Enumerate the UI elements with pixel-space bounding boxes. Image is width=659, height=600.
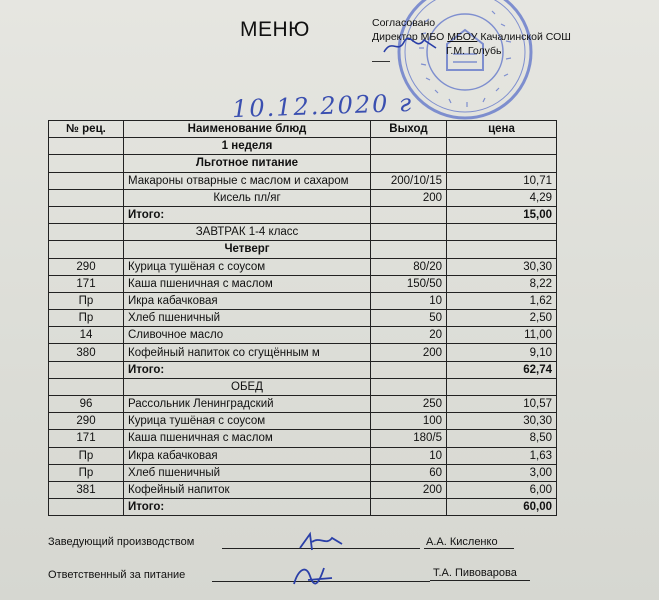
output-cell: [371, 138, 447, 155]
dish-name-cell: Сливочное масло: [124, 327, 371, 344]
recipe-number-cell: Пр: [49, 464, 124, 481]
approval-director-part-b: МБОУ: [447, 31, 478, 43]
dish-name-cell: Итого:: [124, 206, 371, 223]
recipe-number-cell: 96: [49, 396, 124, 413]
table-row: [49, 327, 557, 344]
recipe-number-cell: Пр: [49, 310, 124, 327]
total-row: [49, 361, 557, 378]
dish-name-cell: Каша пшеничная с маслом: [124, 275, 371, 292]
output-cell: 200: [371, 481, 447, 498]
dish-name-cell: Макароны отварные с маслом и сахаром: [124, 172, 371, 189]
recipe-number-cell: [49, 155, 124, 172]
dish-name-cell: Льготное питание: [124, 155, 371, 172]
recipe-number-cell: Пр: [49, 292, 124, 309]
producer-name: А.А. Кисленко: [426, 536, 498, 548]
total-row: [49, 499, 557, 516]
table-row: [49, 292, 557, 309]
output-cell: [371, 155, 447, 172]
price-cell: 30,30: [447, 258, 557, 275]
approval-director-part-a: Директор МБО: [372, 31, 445, 43]
table-row: [49, 464, 557, 481]
output-cell: 10: [371, 292, 447, 309]
recipe-number-cell: [49, 172, 124, 189]
price-cell: 15,00: [447, 206, 557, 223]
header-output: Выход: [371, 121, 447, 138]
approval-label: Согласовано: [372, 17, 436, 29]
output-cell: 150/50: [371, 275, 447, 292]
recipe-number-cell: [49, 378, 124, 395]
producer-name-line: [424, 548, 514, 549]
output-cell: 250: [371, 396, 447, 413]
dish-name-cell: Хлеб пшеничный: [124, 310, 371, 327]
output-cell: 60: [371, 464, 447, 481]
menu-table-body: [49, 138, 557, 516]
recipe-number-cell: 14: [49, 327, 124, 344]
dish-name-cell: 1 неделя: [124, 138, 371, 155]
table-row: [49, 344, 557, 361]
output-cell: [371, 241, 447, 258]
table-row: [49, 378, 557, 395]
output-cell: 50: [371, 310, 447, 327]
table-row: [49, 138, 557, 155]
dish-name-cell: Кофейный напиток: [124, 481, 371, 498]
recipe-number-cell: Пр: [49, 447, 124, 464]
recipe-number-cell: [49, 189, 124, 206]
recipe-number-cell: 290: [49, 258, 124, 275]
dish-name-cell: Четверг: [124, 241, 371, 258]
table-row: [49, 447, 557, 464]
recipe-number-cell: 171: [49, 275, 124, 292]
table-row: [49, 413, 557, 430]
recipe-number-cell: 380: [49, 344, 124, 361]
table-row: [49, 172, 557, 189]
output-cell: 10: [371, 447, 447, 464]
price-cell: 10,57: [447, 396, 557, 413]
table-row: [49, 396, 557, 413]
total-row: [49, 206, 557, 223]
table-row: [49, 310, 557, 327]
page-title: МЕНЮ: [240, 18, 310, 41]
recipe-number-cell: [49, 206, 124, 223]
dish-name-cell: Кисель пл/яг: [124, 189, 371, 206]
output-cell: 80/20: [371, 258, 447, 275]
price-cell: 10,71: [447, 172, 557, 189]
output-cell: 200: [371, 344, 447, 361]
recipe-number-cell: [49, 241, 124, 258]
price-cell: 1,62: [447, 292, 557, 309]
price-cell: [447, 241, 557, 258]
price-cell: 62,74: [447, 361, 557, 378]
handwritten-date: 10.12.2020 г: [231, 88, 414, 124]
recipe-number-cell: 381: [49, 481, 124, 498]
recipe-number-cell: [49, 499, 124, 516]
price-cell: 2,50: [447, 310, 557, 327]
table-row: [49, 189, 557, 206]
price-cell: 1,63: [447, 447, 557, 464]
approval-name: Г.М. Голубь: [446, 45, 502, 57]
producer-signature: [296, 528, 346, 554]
output-cell: 100: [371, 413, 447, 430]
recipe-number-cell: [49, 361, 124, 378]
nutrition-label: Ответственный за питание: [48, 569, 186, 581]
price-cell: [447, 155, 557, 172]
table-row: [49, 241, 557, 258]
recipe-number-cell: [49, 224, 124, 241]
header-price: цена: [447, 121, 557, 138]
output-cell: [371, 361, 447, 378]
nutrition-signature: [288, 560, 338, 590]
price-cell: [447, 224, 557, 241]
price-cell: 11,00: [447, 327, 557, 344]
table-row: [49, 481, 557, 498]
dish-name-cell: Итого:: [124, 361, 371, 378]
dish-name-cell: ЗАВТРАК 1-4 класс: [124, 224, 371, 241]
price-cell: 30,30: [447, 413, 557, 430]
dish-name-cell: Икра кабачковая: [124, 292, 371, 309]
table-row: [49, 155, 557, 172]
output-cell: 200: [371, 189, 447, 206]
output-cell: 200/10/15: [371, 172, 447, 189]
price-cell: [447, 138, 557, 155]
output-cell: [371, 378, 447, 395]
header-recipe-number: № рец.: [49, 121, 124, 138]
recipe-number-cell: 290: [49, 413, 124, 430]
dish-name-cell: Каша пшеничная с маслом: [124, 430, 371, 447]
nutrition-name: Т.А. Пивоварова: [433, 567, 517, 579]
output-cell: 20: [371, 327, 447, 344]
table-header-row: [49, 121, 557, 138]
director-signature: [380, 34, 440, 58]
header-dish-name: Наименование блюд: [124, 121, 371, 138]
price-cell: 8,22: [447, 275, 557, 292]
table-row: [49, 224, 557, 241]
dish-name-cell: Рассольник Ленинградский: [124, 396, 371, 413]
price-cell: 4,29: [447, 189, 557, 206]
dish-name-cell: Икра кабачковая: [124, 447, 371, 464]
table-row: [49, 275, 557, 292]
table-row: [49, 258, 557, 275]
price-cell: 6,00: [447, 481, 557, 498]
menu-table: [48, 120, 557, 516]
dish-name-cell: Итого:: [124, 499, 371, 516]
table-row: [49, 430, 557, 447]
price-cell: [447, 378, 557, 395]
dish-name-cell: ОБЕД: [124, 378, 371, 395]
dish-name-cell: Кофейный напиток со сгущённым м: [124, 344, 371, 361]
dish-name-cell: Курица тушёная с соусом: [124, 258, 371, 275]
recipe-number-cell: [49, 138, 124, 155]
recipe-number-cell: 171: [49, 430, 124, 447]
price-cell: 3,00: [447, 464, 557, 481]
output-cell: [371, 499, 447, 516]
output-cell: 180/5: [371, 430, 447, 447]
output-cell: [371, 206, 447, 223]
approval-director-part-c: Качалинской СОШ: [477, 31, 571, 43]
approval-dash: [372, 61, 390, 62]
dish-name-cell: Хлеб пшеничный: [124, 464, 371, 481]
nutrition-name-line: [430, 580, 530, 581]
price-cell: 60,00: [447, 499, 557, 516]
price-cell: 8,50: [447, 430, 557, 447]
price-cell: 9,10: [447, 344, 557, 361]
dish-name-cell: Курица тушёная с соусом: [124, 413, 371, 430]
producer-label: Заведующий производством: [48, 536, 195, 548]
output-cell: [371, 224, 447, 241]
